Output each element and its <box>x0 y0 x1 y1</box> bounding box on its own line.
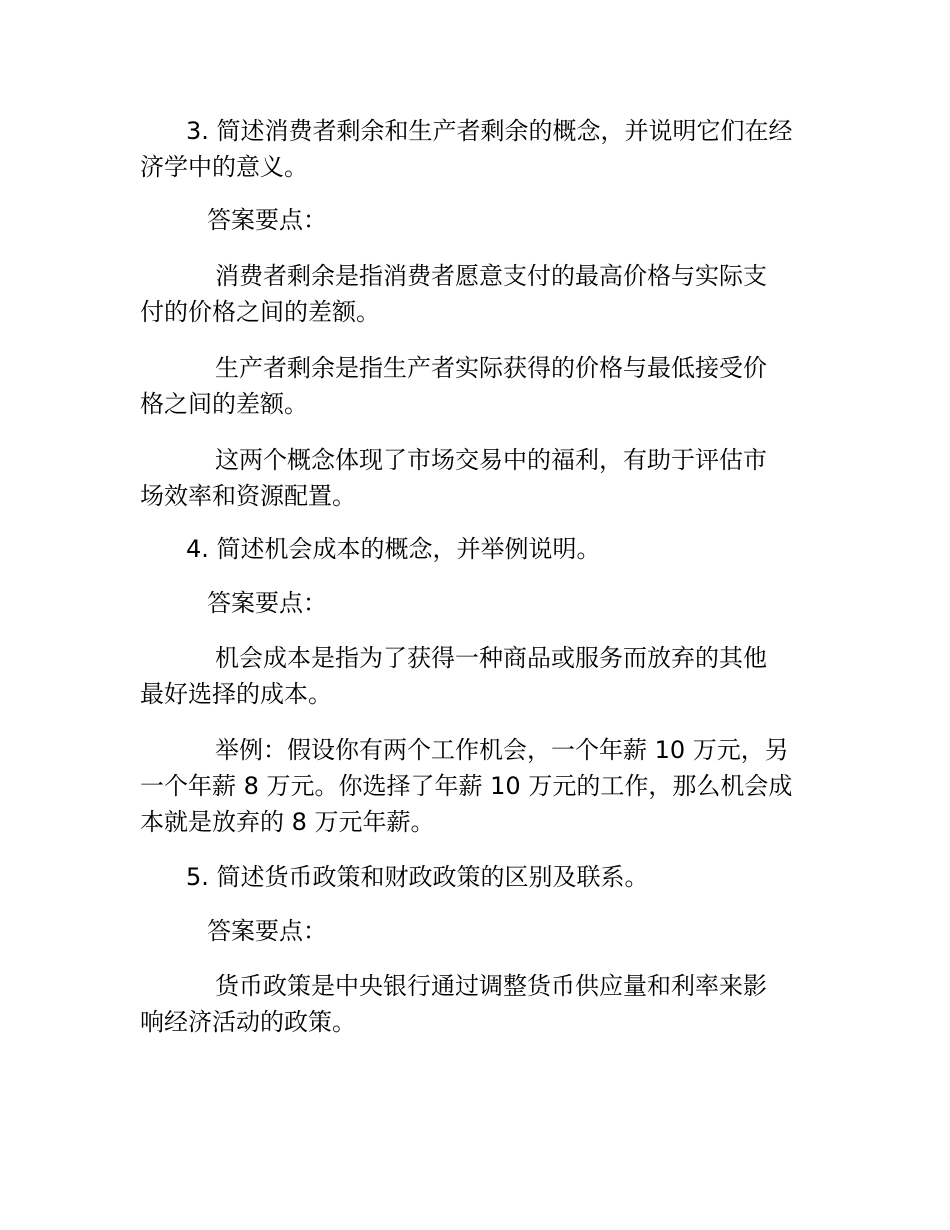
question-5-paragraph-1-line-1: 货币政策是中央银行通过调整货币供应量和利率来影 <box>215 972 767 1000</box>
question-4-paragraph-1-line-2: 最好选择的成本。 <box>140 680 332 708</box>
question-3-title-line-2: 济学中的意义。 <box>140 153 308 181</box>
question-4-title-line-1 <box>186 532 601 566</box>
question-3-paragraph-1-line-1: 消费者剩余是指消费者愿意支付的最高价格与实际支 <box>215 262 767 290</box>
question-5-paragraph-1-line-2: 响经济活动的政策。 <box>140 1008 356 1036</box>
question-5-title-text-1: 简述货币政策和财政政策的区别及联系。 <box>216 863 649 891</box>
question-4-answer-key-label: 答案要点： <box>207 589 327 617</box>
question-3-answer-key-label: 答案要点： <box>207 206 327 234</box>
question-3-paragraph-3-line-2: 场效率和资源配置。 <box>140 482 356 510</box>
question-4-title-text-1: 简述机会成本的概念，并举例说明。 <box>216 535 601 563</box>
question-3-title-line-1 <box>186 114 793 148</box>
question-3-paragraph-1-line-2: 付的价格之间的差额。 <box>140 298 380 326</box>
question-5-number: 5. <box>186 863 209 891</box>
question-3-paragraph-3-line-1: 这两个概念体现了市场交易中的福利，有助于评估市 <box>215 446 767 474</box>
question-4-number: 4. <box>186 535 209 563</box>
question-4-paragraph-1-line-1: 机会成本是指为了获得一种商品或服务而放弃的其他 <box>215 644 767 672</box>
question-3-title-text-1: 简述消费者剩余和生产者剩余的概念，并说明它们在经 <box>216 117 793 145</box>
question-4-paragraph-2-line-2: 一个年薪 8 万元。你选择了年薪 10 万元的工作，那么机会成 <box>140 772 793 800</box>
question-3-paragraph-2-line-1: 生产者剩余是指生产者实际获得的价格与最低接受价 <box>215 354 767 382</box>
question-3-number: 3. <box>186 117 209 145</box>
question-5-title-line-1 <box>186 860 649 894</box>
question-4-paragraph-2-line-3: 本就是放弃的 8 万元年薪。 <box>140 808 435 836</box>
question-5-answer-key-label: 答案要点： <box>207 917 327 945</box>
question-4-paragraph-2-line-1: 举例：假设你有两个工作机会，一个年薪 10 万元，另 <box>215 736 789 764</box>
question-3-paragraph-2-line-2: 格之间的差额。 <box>140 390 308 418</box>
